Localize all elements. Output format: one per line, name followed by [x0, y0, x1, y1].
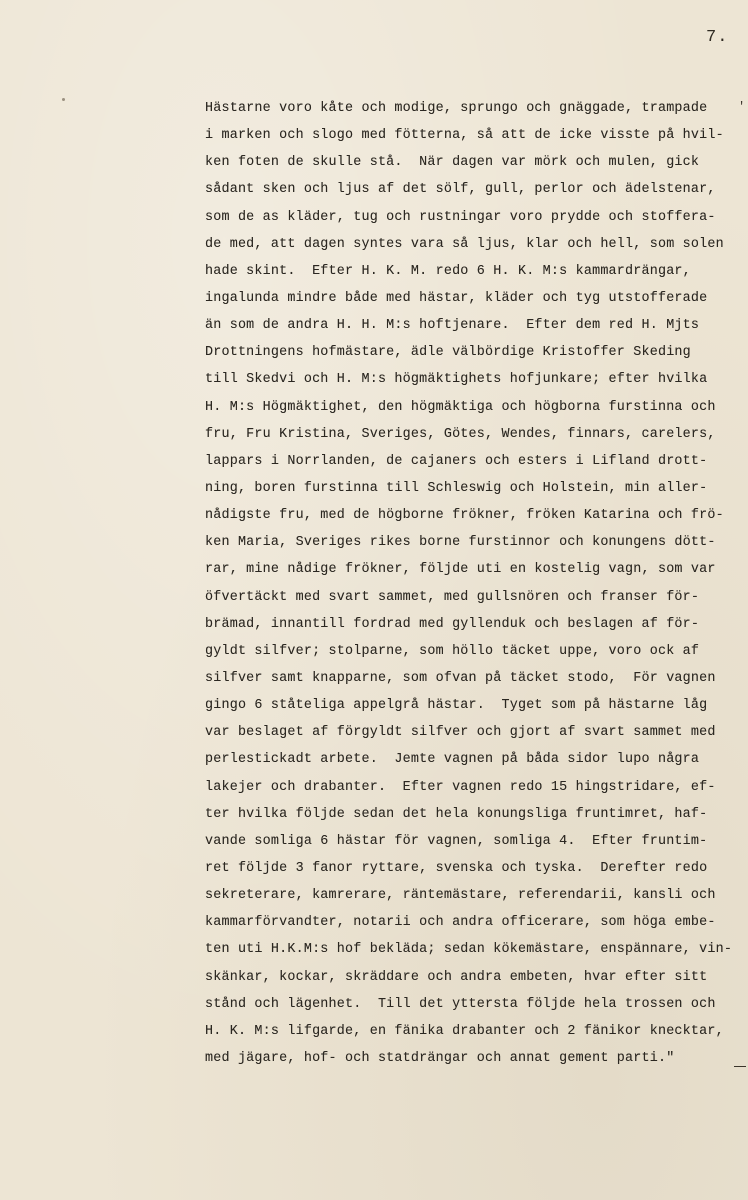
- text-line: vande somliga 6 hästar för vagnen, somliga 4. Efter fruntim-: [205, 833, 708, 849]
- text-line: H. K. M:s lifgarde, en fänika drabanter och 2 fänikor knecktar,: [205, 1023, 724, 1039]
- text-line: hade skint. Efter H. K. M. redo 6 H. K. M:s kammardrängar,: [205, 263, 691, 279]
- text-line: ken foten de skulle stå. När dagen var mörk och mulen, gick: [205, 155, 700, 171]
- text-line: öfvertäckt med svart sammet, med gullsnören och franser för-: [205, 589, 700, 605]
- text-line: som de as kläder, tug och rustningar voro prydde och stoffera-: [205, 209, 716, 225]
- text-line: silfver samt knapparne, som ofvan på täcket stodo, För vagnen: [205, 670, 716, 686]
- text-line: sådant sken och ljus af det sölf, gull, perlor och ädelstenar,: [205, 182, 716, 198]
- text-line: ret följde 3 fanor ryttare, svenska och tyska. Derefter redo: [205, 860, 708, 876]
- text-line: brämad, innantill fordrad med gyllenduk och beslagen af för-: [205, 616, 700, 632]
- text-line: i marken och slogo med fötterna, så att de icke visste på hvil-: [205, 128, 724, 144]
- text-line: nådigste fru, med de högborne frökner, fröken Katarina och frö-: [205, 508, 724, 524]
- text-line: till Skedvi och H. M:s högmäktighets hofjunkare; efter hvilka: [205, 372, 708, 388]
- text-line: ingalunda mindre både med hästar, kläder och tyg utstofferade: [205, 290, 708, 306]
- text-line: ken Maria, Sveriges rikes borne furstinnor och konungens dött-: [205, 535, 716, 551]
- text-line: perlestickadt arbete. Jemte vagnen på båda sidor lupo några: [205, 752, 700, 768]
- text-line: med jägare, hof- och statdrängar och annat gement parti.": [205, 1050, 675, 1066]
- text-line: ter hvilka följde sedan det hela konungsliga fruntimret, haf-: [205, 806, 708, 822]
- text-line: än som de andra H. H. M:s hoftjenare. Efter dem red H. Mjts: [205, 318, 700, 334]
- text-line: H. M:s Högmäktighet, den högmäktiga och högborna furstinna och: [205, 399, 716, 415]
- text-line: fru, Fru Kristina, Sveriges, Götes, Wendes, finnars, carelers,: [205, 426, 716, 442]
- text-line: lakejer och drabanter. Efter vagnen redo 15 hingstridare, ef-: [205, 779, 716, 795]
- text-line: ning, boren furstinna till Schleswig och Holstein, min aller-: [205, 480, 708, 496]
- text-line: gyldt silfver; stolparne, som höllo täcket uppe, voro ock af: [205, 643, 700, 659]
- margin-mark: ': [738, 100, 746, 114]
- text-line: de med, att dagen syntes vara så ljus, klar och hell, som solen: [205, 236, 724, 252]
- text-line: Drottningens hofmästare, ädle välbördige Kristoffer Skeding: [205, 345, 691, 361]
- text-line: rar, mine nådige frökner, följde uti en kostelig vagn, som var: [205, 562, 716, 578]
- text-line: gingo 6 ståteliga appelgrå hästar. Tyget som på hästarne låg: [205, 698, 708, 714]
- text-line: var beslaget af förgyldt silfver och gjort af svart sammet med: [205, 725, 716, 741]
- text-line: stånd och lägenhet. Till det yttersta följde hela trossen och: [205, 996, 716, 1012]
- text-line: kammarförvandter, notarii och andra officerare, som höga embe-: [205, 915, 716, 931]
- text-line: lappars i Norrlanden, de cajaners och esters i Lifland drott-: [205, 453, 708, 469]
- text-line: ten uti H.K.M:s hof beklädа; sedan kökemästare, enspännare, vin-: [205, 942, 733, 958]
- paper-speck: [62, 98, 65, 101]
- page-number: 7.: [706, 28, 729, 47]
- body-text: [205, 95, 740, 1072]
- text-line: Hästarne voro kåte och modige, sprungo och gnäggade, trampade: [205, 101, 708, 116]
- text-line: skänkar, kockar, skräddare och andra embeten, hvar efter sitt: [205, 969, 708, 985]
- text-line: sekreterare, kamrerare, räntemästare, referendarii, kansli och: [205, 888, 716, 904]
